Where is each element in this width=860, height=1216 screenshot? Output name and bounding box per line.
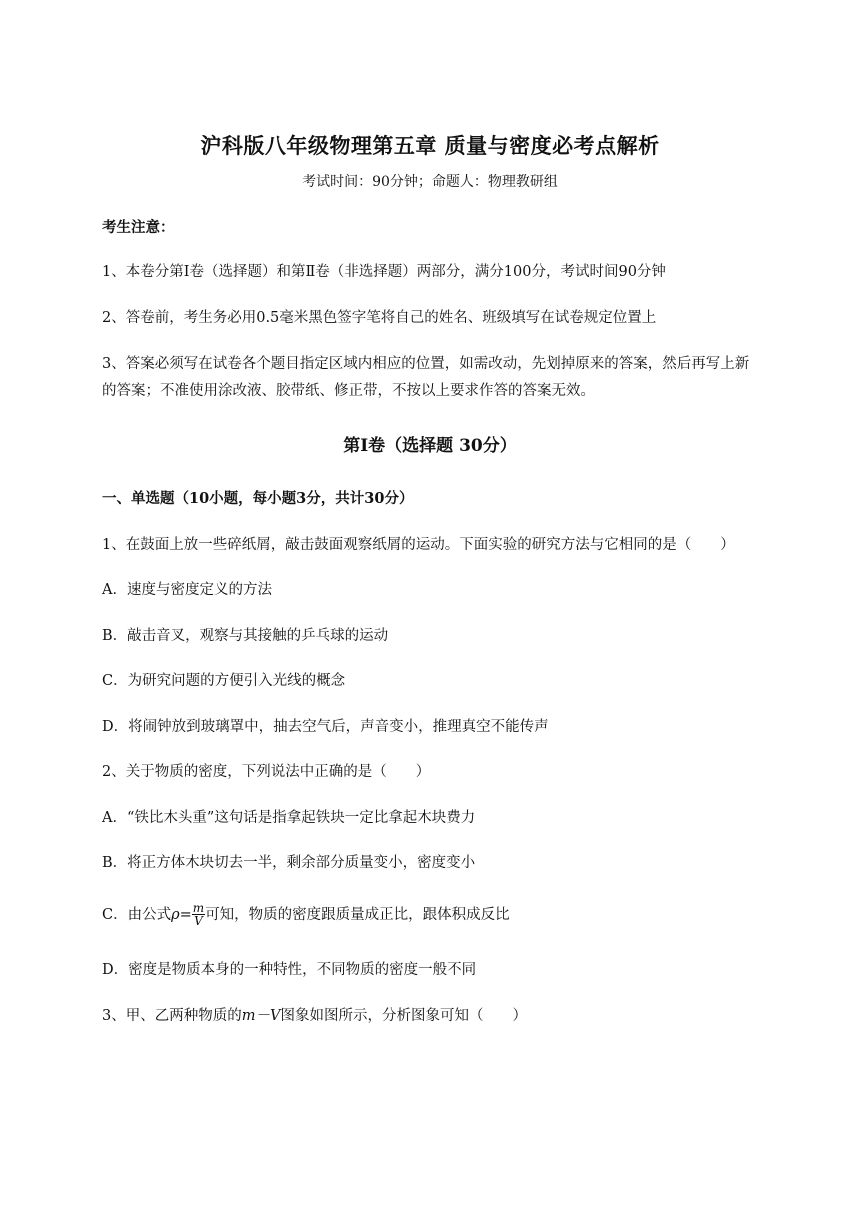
section-title: 第Ⅰ卷（选择题 30分） [343, 436, 517, 456]
question-1-option-c: C．为研究问题的方便引入光线的概念 [102, 673, 346, 689]
question-2-option-b: B．将正方体木块切去一半，剩余部分质量变小，密度变小 [102, 855, 476, 871]
question-3-stem [102, 1006, 527, 1026]
question-3-prefix: 3、甲、乙两种物质的 [102, 1008, 242, 1024]
formula-numerator: m [192, 901, 205, 915]
option-c-prefix: C．由公式 [102, 907, 172, 923]
part-heading: 一、单选题（10小题，每小题3分，共计30分） [102, 490, 414, 507]
notice-item-1: 1、本卷分第Ⅰ卷（选择题）和第Ⅱ卷（非选择题）两部分，满分100分，考试时间90分钟 [102, 264, 666, 280]
option-c-tail: 可知，物质的密度跟质量成正比，跟体积成反比 [205, 907, 510, 923]
formula-denominator: V [194, 914, 203, 928]
question-2-option-d: D．密度是物质本身的一种特性，不同物质的密度一般不同 [102, 962, 477, 978]
question-2-option-c [102, 898, 510, 932]
formula-rho: ρ [171, 907, 180, 923]
page-subtitle: 考试时间：90分钟；命题人：物理教研组 [302, 174, 558, 190]
notice-item-2: 2、答卷前，考生务必用0.5毫米黑色签字笔将自己的姓名、班级填写在试卷规定位置上 [102, 310, 657, 326]
question-1-option-a: A．速度与密度定义的方法 [102, 582, 272, 598]
question-2-stem: 2、关于物质的密度，下列说法中正确的是（ ） [102, 764, 431, 780]
question-3-suffix: 图象如图所示，分析图象可知（ ） [280, 1008, 527, 1024]
page-title: 沪科版八年级物理第五章 质量与密度必考点解析 [200, 133, 660, 158]
notice-heading: 考生注意： [102, 219, 175, 236]
question-3-variable: m－V [241, 1008, 281, 1024]
question-1-stem: 1、在鼓面上放一些碎纸屑，敲击鼓面观察纸屑的运动。下面实验的研究方法与它相同的是（ ） [102, 537, 735, 553]
formula-equals: = [179, 907, 192, 923]
notice-item-3: 3、答案必须写在试卷各个题目指定区域内相应的位置，如需改动，先划掉原来的答案，然后再写上新 [102, 356, 750, 372]
question-2-option-a: A．“铁比木头重”这句话是指拿起铁块一定比拿起木块费力 [102, 810, 476, 826]
question-1-option-d: D．将闹钟放到玻璃罩中，抽去空气后，声音变小，推理真空不能传声 [102, 719, 549, 735]
notice-item-3-continued: 的答案；不准使用涂改液、胶带纸、修正带，不按以上要求作答的答案无效。 [102, 383, 595, 399]
question-1-option-b: B．敲击音叉，观察与其接触的乒乓球的运动 [102, 628, 389, 644]
formula-fraction [192, 902, 205, 928]
